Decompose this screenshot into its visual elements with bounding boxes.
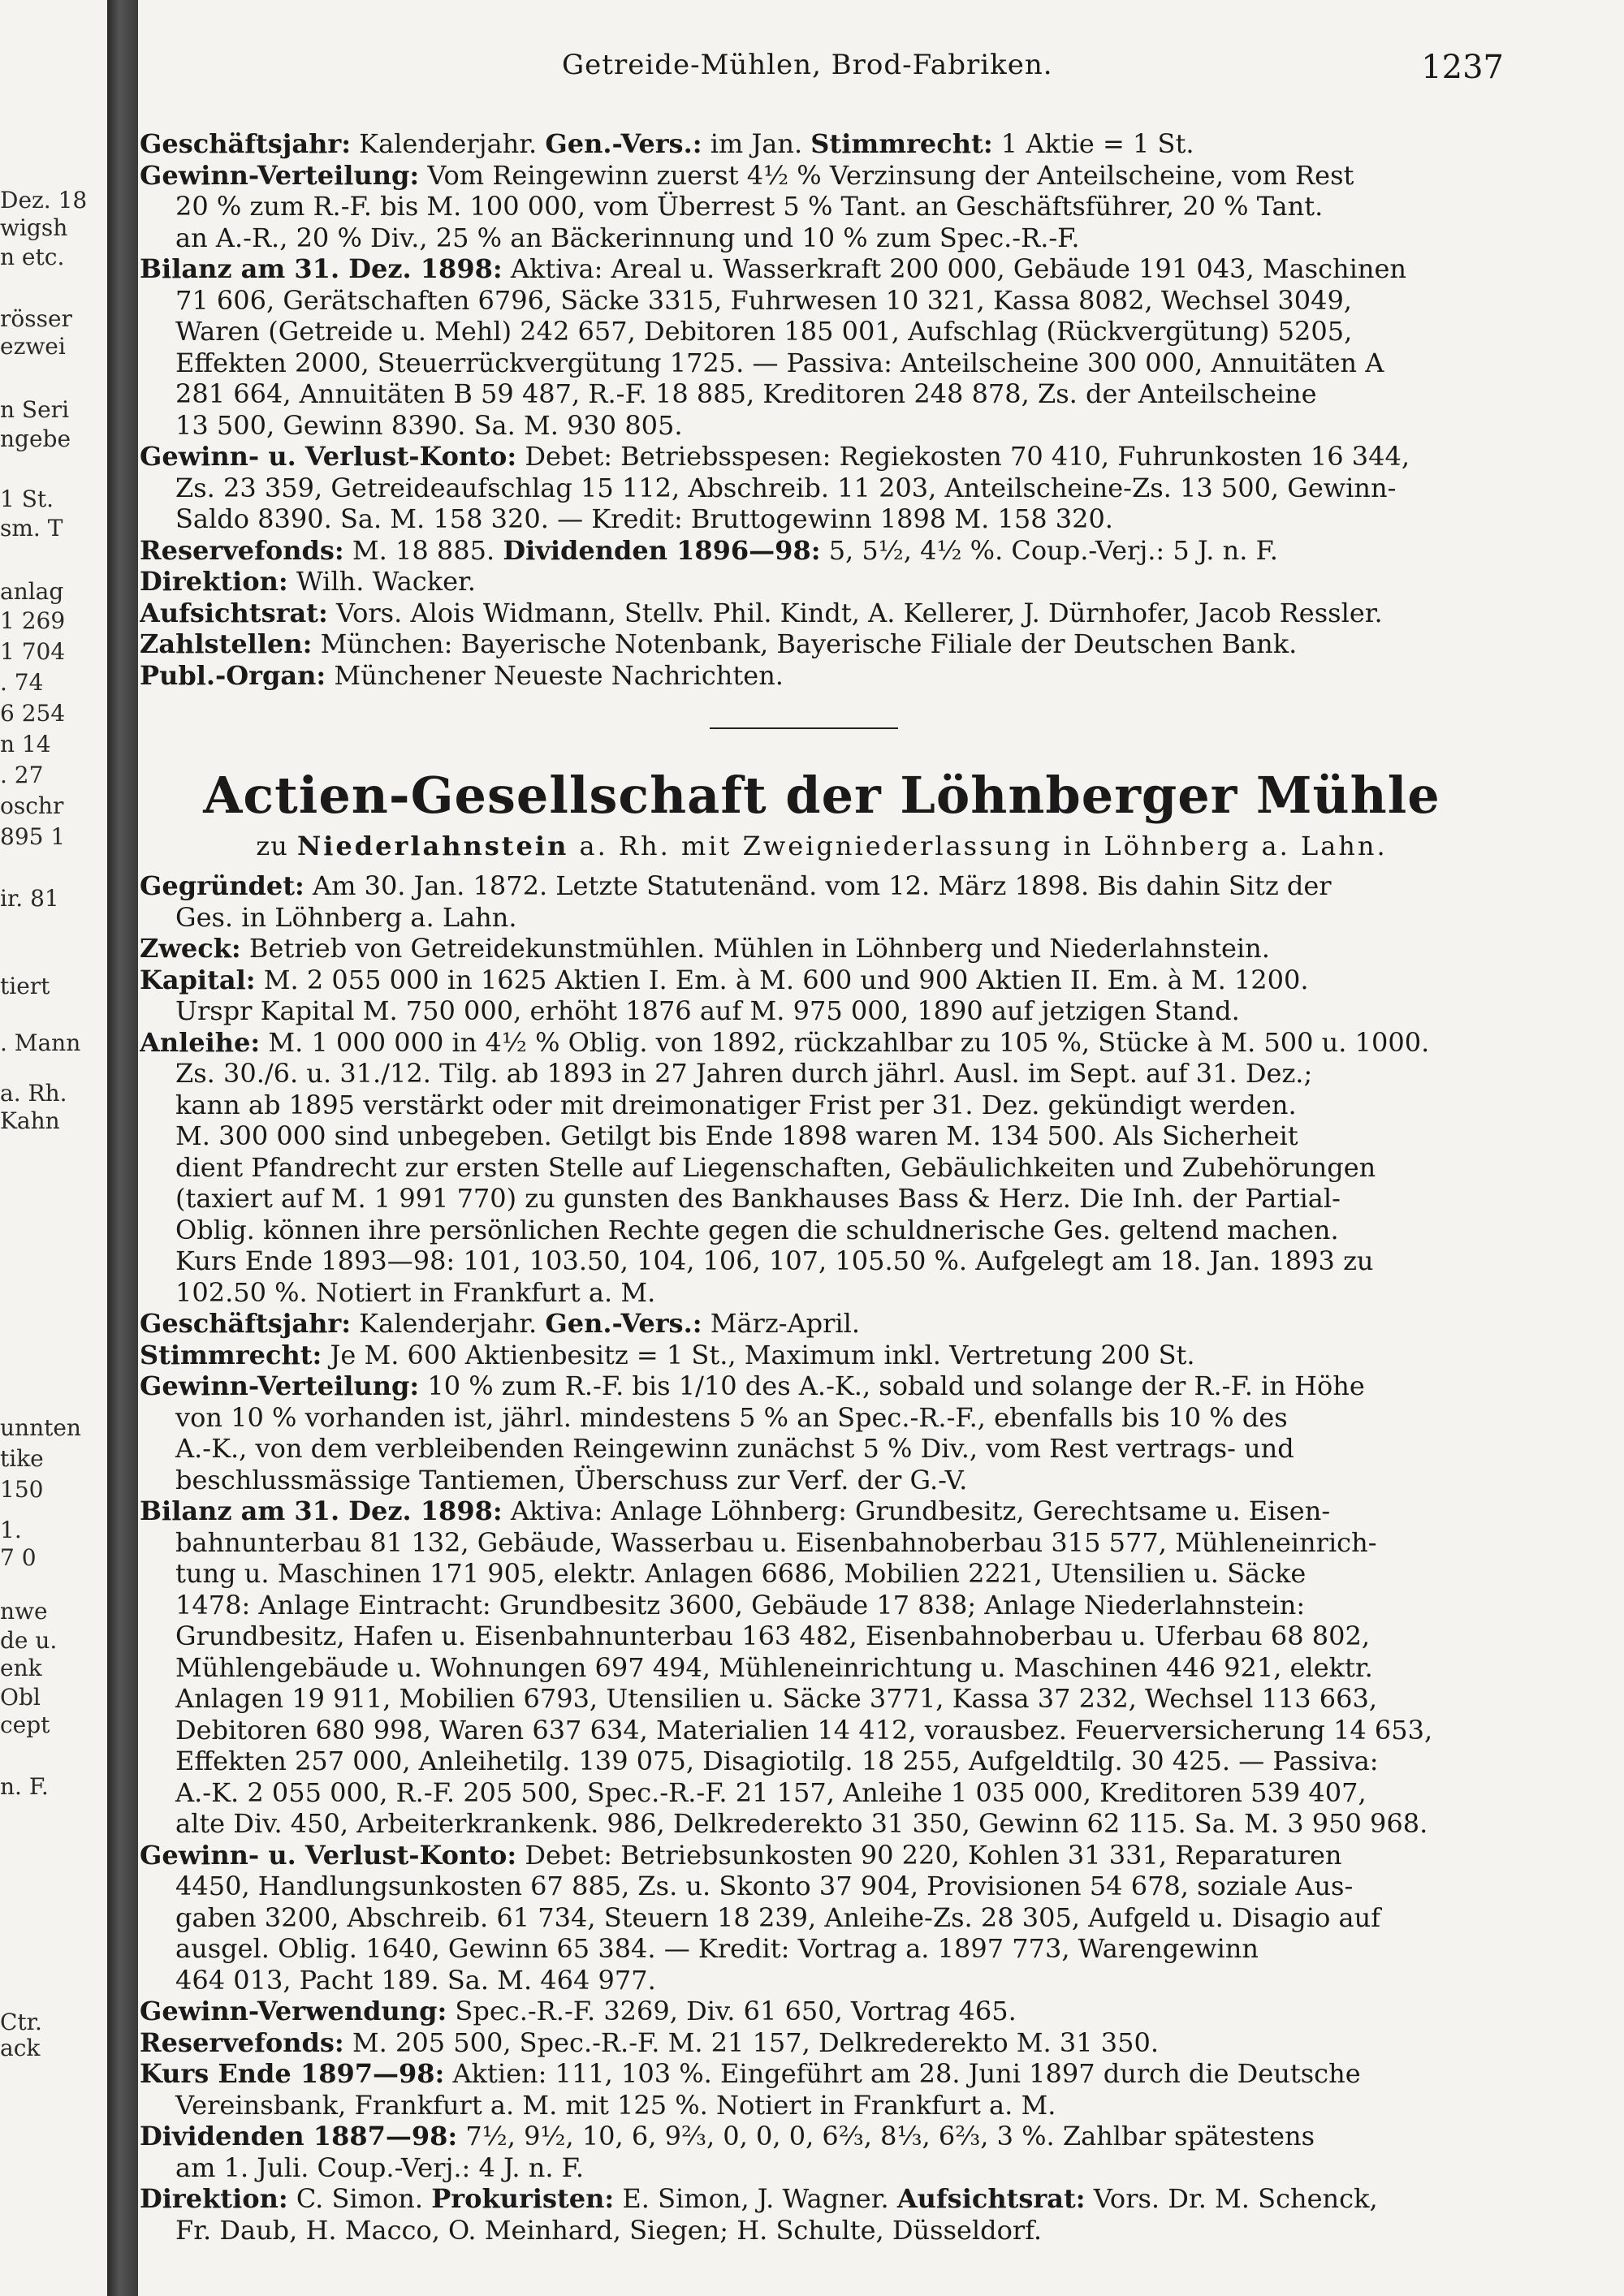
- entry-continuation-line: [140, 1183, 1504, 1215]
- field-text: Am 30. Jan. 1872. Letzte Statutenänd. vom 12. März 1898. Bis dahin Sitz der: [304, 870, 1332, 901]
- field-text: M. 2 055 000 in 1625 Aktien I. Em. à M. 600 und 900 Aktien II. Em. à M. 1200.: [255, 964, 1309, 995]
- entry-line: [140, 1370, 1504, 1402]
- field-label: Gewinn-Verteilung:: [140, 159, 420, 191]
- gutter-fragment: enk: [0, 1656, 42, 1681]
- field-label: Geschäftsjahr:: [140, 1308, 351, 1339]
- field-label: Kurs Ende 1897—98:: [140, 2058, 445, 2089]
- field-label: Reservefonds:: [140, 534, 344, 566]
- gutter-fragment: 895 1: [0, 825, 66, 849]
- entry-continuation-line: [140, 503, 1504, 535]
- entry-continuation-line: [140, 2152, 1504, 2184]
- gutter-fragment: oschr: [0, 794, 64, 818]
- entry-continuation-line: [140, 1621, 1504, 1652]
- field-text: 1478: Anlage Eintracht: Grundbesitz 3600, Gebäude 17 838; Anlage Niederlahnstein:: [175, 1589, 1306, 1621]
- field-text: M. 300 000 sind unbegeben. Getilgt bis Ende 1898 waren M. 134 500. Als Sicherheit: [175, 1120, 1298, 1151]
- entry-continuation-line: [140, 2090, 1504, 2121]
- entry-line: [140, 1027, 1504, 1059]
- field-text: M. 205 500, Spec.-R.-F. M. 21 157, Delkrederekto M. 31 350.: [343, 2026, 1160, 2058]
- field-label: Direktion:: [140, 566, 288, 597]
- entry-continuation-line: [140, 1683, 1504, 1715]
- binding-spine: [107, 0, 138, 2296]
- entry-line: [140, 2183, 1504, 2215]
- entry-line: [140, 128, 1504, 160]
- gutter-fragment: 6 254: [0, 701, 66, 726]
- entry-continuation-line: [140, 1746, 1504, 1777]
- entry-continuation-line: [140, 1777, 1504, 1809]
- field-text: gaben 3200, Abschreib. 61 734, Steuern 18 239, Anleihe-Zs. 28 305, Aufgeld u. Disagio auf: [175, 1901, 1381, 1933]
- field-label: Gewinn- u. Verlust-Konto:: [140, 1839, 517, 1871]
- gutter-fragment: 1 269: [0, 609, 66, 633]
- gutter-fragment: nwe: [0, 1599, 48, 1624]
- entry-continuation-line: [140, 1215, 1504, 1246]
- company-subtitle: [140, 828, 1504, 864]
- gutter-fragment: a. Rh.: [0, 1081, 67, 1106]
- field-text: Vors. Dr. M. Schenck,: [1085, 2183, 1378, 2214]
- field-text: Zs. 30./6. u. 31./12. Tilg. ab 1893 in 27 Jahren durch jährl. Ausl. im Sept. auf 31. Dez.;: [175, 1058, 1313, 1089]
- gutter-fragment: cept: [0, 1713, 50, 1737]
- field-text: Vors. Alois Widmann, Stellv. Phil. Kindt, A. Kellerer, J. Dürnhofer, Jacob Ressler.: [327, 597, 1383, 628]
- entry-line: [140, 660, 1504, 692]
- field-text: Oblig. können ihre persönlichen Rechte gegen die schuldnerische Ges. geltend machen.: [175, 1214, 1339, 1245]
- gutter-fragment: n. F.: [0, 1775, 49, 1799]
- field-text: Urspr Kapital M. 750 000, erhöht 1876 auf M. 975 000, 1890 auf jetzigen Stand.: [175, 995, 1240, 1026]
- entry-continuation-line: [140, 1715, 1504, 1746]
- field-text: M. 1 000 000 in 4½ % Oblig. von 1892, rückzahlbar zu 105 %, Stücke à M. 500 u. 1000.: [260, 1026, 1430, 1058]
- gutter-fragment: . 27: [0, 763, 44, 788]
- entry-continuation-line: [140, 1808, 1504, 1840]
- field-text: 71 606, Gerätschaften 6796, Säcke 3315, Fuhrwesen 10 321, Kassa 8082, Wechsel 3049,: [175, 284, 1352, 316]
- entry-line: [140, 2027, 1504, 2059]
- gutter-fragment: ack: [0, 2036, 41, 2061]
- field-label: Gen.-Vers.:: [545, 128, 702, 159]
- second-company-entry: [140, 870, 1504, 2246]
- gutter-fragment: . Mann: [0, 1031, 81, 1055]
- gutter-fragment: 1 704: [0, 640, 66, 664]
- field-label: Dividenden 1896—98:: [503, 534, 821, 566]
- subtitle-place: Niederlahnstein: [296, 831, 569, 861]
- gutter-fragment: 1 St.: [0, 487, 54, 511]
- field-label: Aufsichtsrat:: [140, 597, 328, 628]
- field-text: Betrieb von Getreidekunstmühlen. Mühlen in Löhnberg und Niederlahnstein.: [240, 933, 1270, 964]
- field-text: (taxiert auf M. 1 991 770) zu gunsten des Bankhauses Bass & Herz. Die Inh. der Partial-: [175, 1183, 1341, 1214]
- entry-continuation-line: [140, 1402, 1504, 1434]
- field-text: Effekten 2000, Steuerrückvergütung 1725. — Passiva: Anteilscheine 300 000, Annuitäten A: [175, 347, 1384, 378]
- gutter-fragment: 1.: [0, 1518, 22, 1543]
- field-label: Direktion:: [140, 2183, 288, 2214]
- gutter-fragment: 150: [0, 1478, 44, 1502]
- field-text: Mühlengebäude u. Wohnungen 697 494, Mühleneinrichtung u. Maschinen 446 921, elektr.: [175, 1651, 1373, 1683]
- field-text: Münchener Neueste Nachrichten.: [326, 659, 784, 691]
- entry-continuation-line: [140, 378, 1504, 410]
- field-text: März-April.: [702, 1308, 861, 1339]
- gutter-fragment: ngebe: [0, 427, 71, 451]
- field-text: Waren (Getreide u. Mehl) 242 657, Debitoren 185 001, Aufschlag (Rückvergütung) 5205,: [175, 316, 1353, 347]
- gutter-fragment: Kahn: [0, 1109, 60, 1133]
- field-label: Zweck:: [140, 933, 241, 964]
- field-label: Stimmrecht:: [810, 128, 993, 159]
- entry-continuation-line: [140, 1933, 1504, 1965]
- gutter-fragment: n etc.: [0, 245, 65, 270]
- field-text: 10 % zum R.-F. bis 1/10 des A.-K., sobald und solange der R.-F. in Höhe: [419, 1370, 1365, 1401]
- gutter-fragment: sm. T: [0, 516, 63, 541]
- entry-line: [140, 2058, 1504, 2090]
- field-text: 4450, Handlungsunkosten 67 885, Zs. u. Skonto 37 904, Provisionen 54 678, soziale Aus-: [175, 1871, 1354, 1901]
- field-text: im Jan.: [702, 128, 811, 159]
- gutter-fragment: rösser: [0, 307, 72, 331]
- field-text: Spec.-R.-F. 3269, Div. 61 650, Vortrag 465.: [447, 1996, 1017, 2026]
- field-label: Gegründet:: [140, 870, 304, 901]
- entry-line: [140, 535, 1504, 567]
- gutter-fragment: wigsh: [0, 216, 68, 240]
- field-label: Aufsichtsrat:: [896, 2183, 1086, 2214]
- entry-line: [140, 253, 1504, 285]
- gutter-fragment: . 74: [0, 671, 44, 695]
- field-label: Kapital:: [140, 964, 256, 995]
- gutter-fragment: ezwei: [0, 334, 66, 359]
- field-text: am 1. Juli. Coup.-Verj.: 4 J. n. F.: [175, 2151, 585, 2183]
- field-label: Reservefonds:: [140, 2026, 344, 2058]
- subtitle-prefix: zu: [256, 831, 297, 861]
- field-text: Zs. 23 359, Getreideaufschlag 15 112, Abschreib. 11 203, Anteilscheine-Zs. 13 500, Gewinn-: [175, 472, 1397, 503]
- entry-line: [140, 1996, 1504, 2027]
- entry-continuation-line: [140, 473, 1504, 504]
- field-text: an A.-R., 20 % Div., 25 % an Bäckerinnung und 10 % zum Spec.-R.-F.: [175, 222, 1080, 253]
- field-text: Aktien: 111, 103 %. Eingeführt am 28. Juni 1897 durch die Deutsche: [444, 2058, 1361, 2089]
- section-divider: [710, 727, 898, 729]
- field-text: Debet: Betriebsunkosten 90 220, Kohlen 31 331, Reparaturen: [516, 1839, 1342, 1871]
- entry-continuation-line: [140, 1120, 1504, 1152]
- field-text: von 10 % vorhanden ist, jährl. mindestens 5 % an Spec.-R.-F., ebenfalls bis 10 % des: [175, 1401, 1288, 1433]
- field-label: Dividenden 1887—98:: [140, 2121, 458, 2151]
- entry-continuation-line: [140, 285, 1504, 317]
- entry-continuation-line: [140, 995, 1504, 1027]
- entry-line: [140, 1495, 1504, 1527]
- entry-line: [140, 441, 1504, 473]
- field-text: Ges. in Löhnberg a. Lahn.: [175, 901, 517, 933]
- gutter-fragment: 7 0: [0, 1546, 37, 1570]
- field-text: Fr. Daub, H. Macco, O. Meinhard, Siegen; H. Schulte, Düsseldorf.: [175, 2214, 1043, 2246]
- entry-continuation-line: [140, 222, 1504, 254]
- field-text: 13 500, Gewinn 8390. Sa. M. 930 805.: [175, 409, 683, 441]
- entry-continuation-line: [140, 1871, 1504, 1902]
- field-text: Vereinsbank, Frankfurt a. M. mit 125 %. Notiert in Frankfurt a. M.: [175, 2089, 1056, 2121]
- field-label: Bilanz am 31. Dez. 1898:: [140, 253, 503, 284]
- gutter-fragment: Obl: [0, 1685, 41, 1710]
- subtitle-rest: a. Rh. mit Zweigniederlassung in Löhnberg a. Lahn.: [568, 831, 1388, 861]
- entry-line: [140, 160, 1504, 192]
- field-label: Bilanz am 31. Dez. 1898:: [140, 1495, 503, 1526]
- field-text: bahnunterbau 81 132, Gebäude, Wasserbau u. Eisenbahnoberbau 315 577, Mühleneinrich-: [175, 1526, 1377, 1558]
- entry-continuation-line: [140, 1558, 1504, 1590]
- field-text: 7½, 9½, 10, 6, 9⅔, 0, 0, 0, 6⅔, 8⅓, 6⅔, 3 %. Zahlbar spätestens: [457, 2121, 1315, 2151]
- field-text: 20 % zum R.-F. bis M. 100 000, vom Überrest 5 % Tant. an Geschäftsführer, 20 % Tant.: [175, 191, 1324, 222]
- entry-line: [140, 566, 1504, 598]
- field-text: C. Simon.: [287, 2183, 432, 2214]
- field-text: Aktiva: Areal u. Wasserkraft 200 000, Gebäude 191 043, Maschinen: [502, 253, 1407, 284]
- field-text: alte Div. 450, Arbeiterkrankenk. 986, Delkrederekto 31 350, Gewinn 62 115. Sa. M. 3 950 968.: [175, 1808, 1428, 1839]
- field-text: 464 013, Pacht 189. Sa. M. 464 977.: [175, 1964, 656, 1996]
- field-text: 102.50 %. Notiert in Frankfurt a. M.: [175, 1276, 656, 1308]
- entry-continuation-line: [140, 1527, 1504, 1559]
- entry-continuation-line: [140, 1465, 1504, 1496]
- entry-continuation-line: [140, 410, 1504, 442]
- field-text: E. Simon, J. Wagner.: [614, 2183, 897, 2214]
- field-text: Debitoren 680 998, Waren 637 634, Materialien 14 412, vorausbez. Feuerversicherung 14 653,: [175, 1714, 1433, 1746]
- page: [140, 0, 1504, 2296]
- field-label: Stimmrecht:: [140, 1339, 322, 1370]
- gutter-fragment: ir. 81: [0, 887, 59, 911]
- field-label: Publ.-Organ:: [140, 659, 326, 691]
- gutter-fragment: tike: [0, 1447, 44, 1471]
- gutter-fragments: [0, 0, 107, 2296]
- entry-continuation-line: [140, 902, 1504, 934]
- entry-continuation-line: [140, 1152, 1504, 1184]
- field-text: A.-K., von dem verbleibenden Reingewinn zunächst 5 % Div., vom Rest vertrags- und: [175, 1433, 1294, 1464]
- field-label: Anleihe:: [140, 1026, 261, 1058]
- gutter-fragment: n Seri: [0, 398, 70, 422]
- field-text: Debet: Betriebsspesen: Regiekosten 70 410, Fuhrunkosten 16 344,: [516, 441, 1410, 472]
- field-text: Effekten 257 000, Anleihetilg. 139 075, Disagiotilg. 18 255, Aufgeldtilg. 30 425. — Passiva:: [175, 1746, 1379, 1776]
- entry-continuation-line: [140, 1090, 1504, 1121]
- entry-continuation-line: [140, 1058, 1504, 1090]
- gutter-fragment: Ctr.: [0, 2010, 42, 2035]
- field-text: ausgel. Oblig. 1640, Gewinn 65 384. — Kredit: Vortrag a. 1897 773, Warengewinn: [175, 1933, 1259, 1964]
- entry-continuation-line: [140, 1245, 1504, 1277]
- field-label: Gen.-Vers.:: [545, 1308, 702, 1339]
- field-text: Aktiva: Anlage Löhnberg: Grundbesitz, Gerechtsame u. Eisen-: [502, 1495, 1331, 1526]
- field-text: Vom Reingewinn zuerst 4½ % Verzinsung der Anteilscheine, vom Rest: [419, 159, 1354, 191]
- page-number: 1237: [1421, 49, 1504, 86]
- field-text: A.-K. 2 055 000, R.-F. 205 500, Spec.-R.-F. 21 157, Anleihe 1 035 000, Kreditoren 539 407,: [175, 1776, 1367, 1808]
- entry-continuation-line: [140, 316, 1504, 347]
- entry-continuation-line: [140, 1652, 1504, 1684]
- entry-continuation-line: [140, 1277, 1504, 1309]
- entry-line: [140, 1308, 1504, 1340]
- running-head: [140, 49, 1504, 97]
- field-text: Saldo 8390. Sa. M. 158 320. — Kredit: Bruttogewinn 1898 M. 158 320.: [175, 503, 1113, 534]
- field-text: tung u. Maschinen 171 905, elektr. Anlagen 6686, Mobilien 2221, Utensilien u. Säcke: [175, 1558, 1307, 1589]
- field-text: München: Bayerische Notenbank, Bayerische Filiale der Deutschen Bank.: [312, 628, 1298, 659]
- gutter-fragment: anlag: [0, 580, 64, 604]
- entry-line: [140, 1840, 1504, 1871]
- field-text: Kurs Ende 1893—98: 101, 103.50, 104, 106, 107, 105.50 %. Aufgelegt am 18. Jan. 1893 zu: [175, 1245, 1374, 1276]
- field-text: 281 664, Annuitäten B 59 487, R.-F. 18 885, Kreditoren 248 878, Zs. der Anteilscheine: [175, 378, 1317, 409]
- entry-line: [140, 965, 1504, 996]
- entry-line: [140, 933, 1504, 965]
- field-label: Prokuristen:: [431, 2183, 615, 2214]
- field-text: kann ab 1895 verstärkt oder mit dreimonatiger Frist per 31. Dez. gekündigt werden.: [175, 1089, 1297, 1120]
- gutter-fragment: tiert: [0, 974, 50, 999]
- field-text: M. 18 885.: [343, 534, 503, 566]
- field-label: Gewinn- u. Verlust-Konto:: [140, 441, 517, 472]
- gutter-fragment: de u.: [0, 1629, 58, 1653]
- company-title: Actien-Gesellschaft der Löhnberger Mühle: [203, 766, 1440, 825]
- entry-continuation-line: [140, 191, 1504, 222]
- field-text: Grundbesitz, Hafen u. Eisenbahnunterbau 163 482, Eisenbahnoberbau u. Uferbau 68 802,: [175, 1621, 1371, 1651]
- field-text: dient Pfandrecht zur ersten Stelle auf Liegenschaften, Gebäulichkeiten und Zubehörungen: [175, 1151, 1376, 1183]
- field-text: Wilh. Wacker.: [287, 566, 476, 597]
- entry-line: [140, 2121, 1504, 2152]
- field-text: 1 Aktie = 1 St.: [992, 128, 1194, 159]
- entry-line: [140, 870, 1504, 902]
- field-text: beschlussmässige Tantiemen, Überschuss zur Verf. der G.-V.: [175, 1464, 968, 1495]
- gutter-fragment: unnten: [0, 1416, 81, 1440]
- field-label: Gewinn-Verteilung:: [140, 1370, 420, 1401]
- field-label: Gewinn-Verwendung:: [140, 1996, 447, 2026]
- entry-continuation-line: [140, 2215, 1504, 2246]
- field-text: Anlagen 19 911, Mobilien 6793, Utensilien u. Säcke 3771, Kassa 37 232, Wechsel 113 663,: [175, 1683, 1378, 1714]
- running-head-title: Getreide-Mühlen, Brod-Fabriken.: [562, 49, 1053, 81]
- field-text: 5, 5½, 4½ %. Coup.-Verj.: 5 J. n. F.: [820, 534, 1278, 566]
- field-label: Zahlstellen:: [140, 628, 313, 659]
- gutter-fragment: n 14: [0, 732, 51, 757]
- entry-continuation-line: [140, 1433, 1504, 1465]
- entry-continuation-line: [140, 1590, 1504, 1621]
- field-text: Kalenderjahr.: [351, 128, 546, 159]
- entry-continuation-line: [140, 1902, 1504, 1934]
- entry-continuation-line: [140, 1965, 1504, 1996]
- field-label: Geschäftsjahr:: [140, 128, 351, 159]
- field-text: Kalenderjahr.: [351, 1308, 546, 1339]
- entry-line: [140, 1340, 1504, 1371]
- gutter-fragment: Dez. 18: [0, 188, 88, 213]
- entry-continuation-line: [140, 347, 1504, 379]
- first-company-entry: [140, 128, 1504, 691]
- entry-line: [140, 598, 1504, 629]
- field-text: Je M. 600 Aktienbesitz = 1 St., Maximum inkl. Vertretung 200 St.: [322, 1339, 1195, 1370]
- entry-line: [140, 628, 1504, 660]
